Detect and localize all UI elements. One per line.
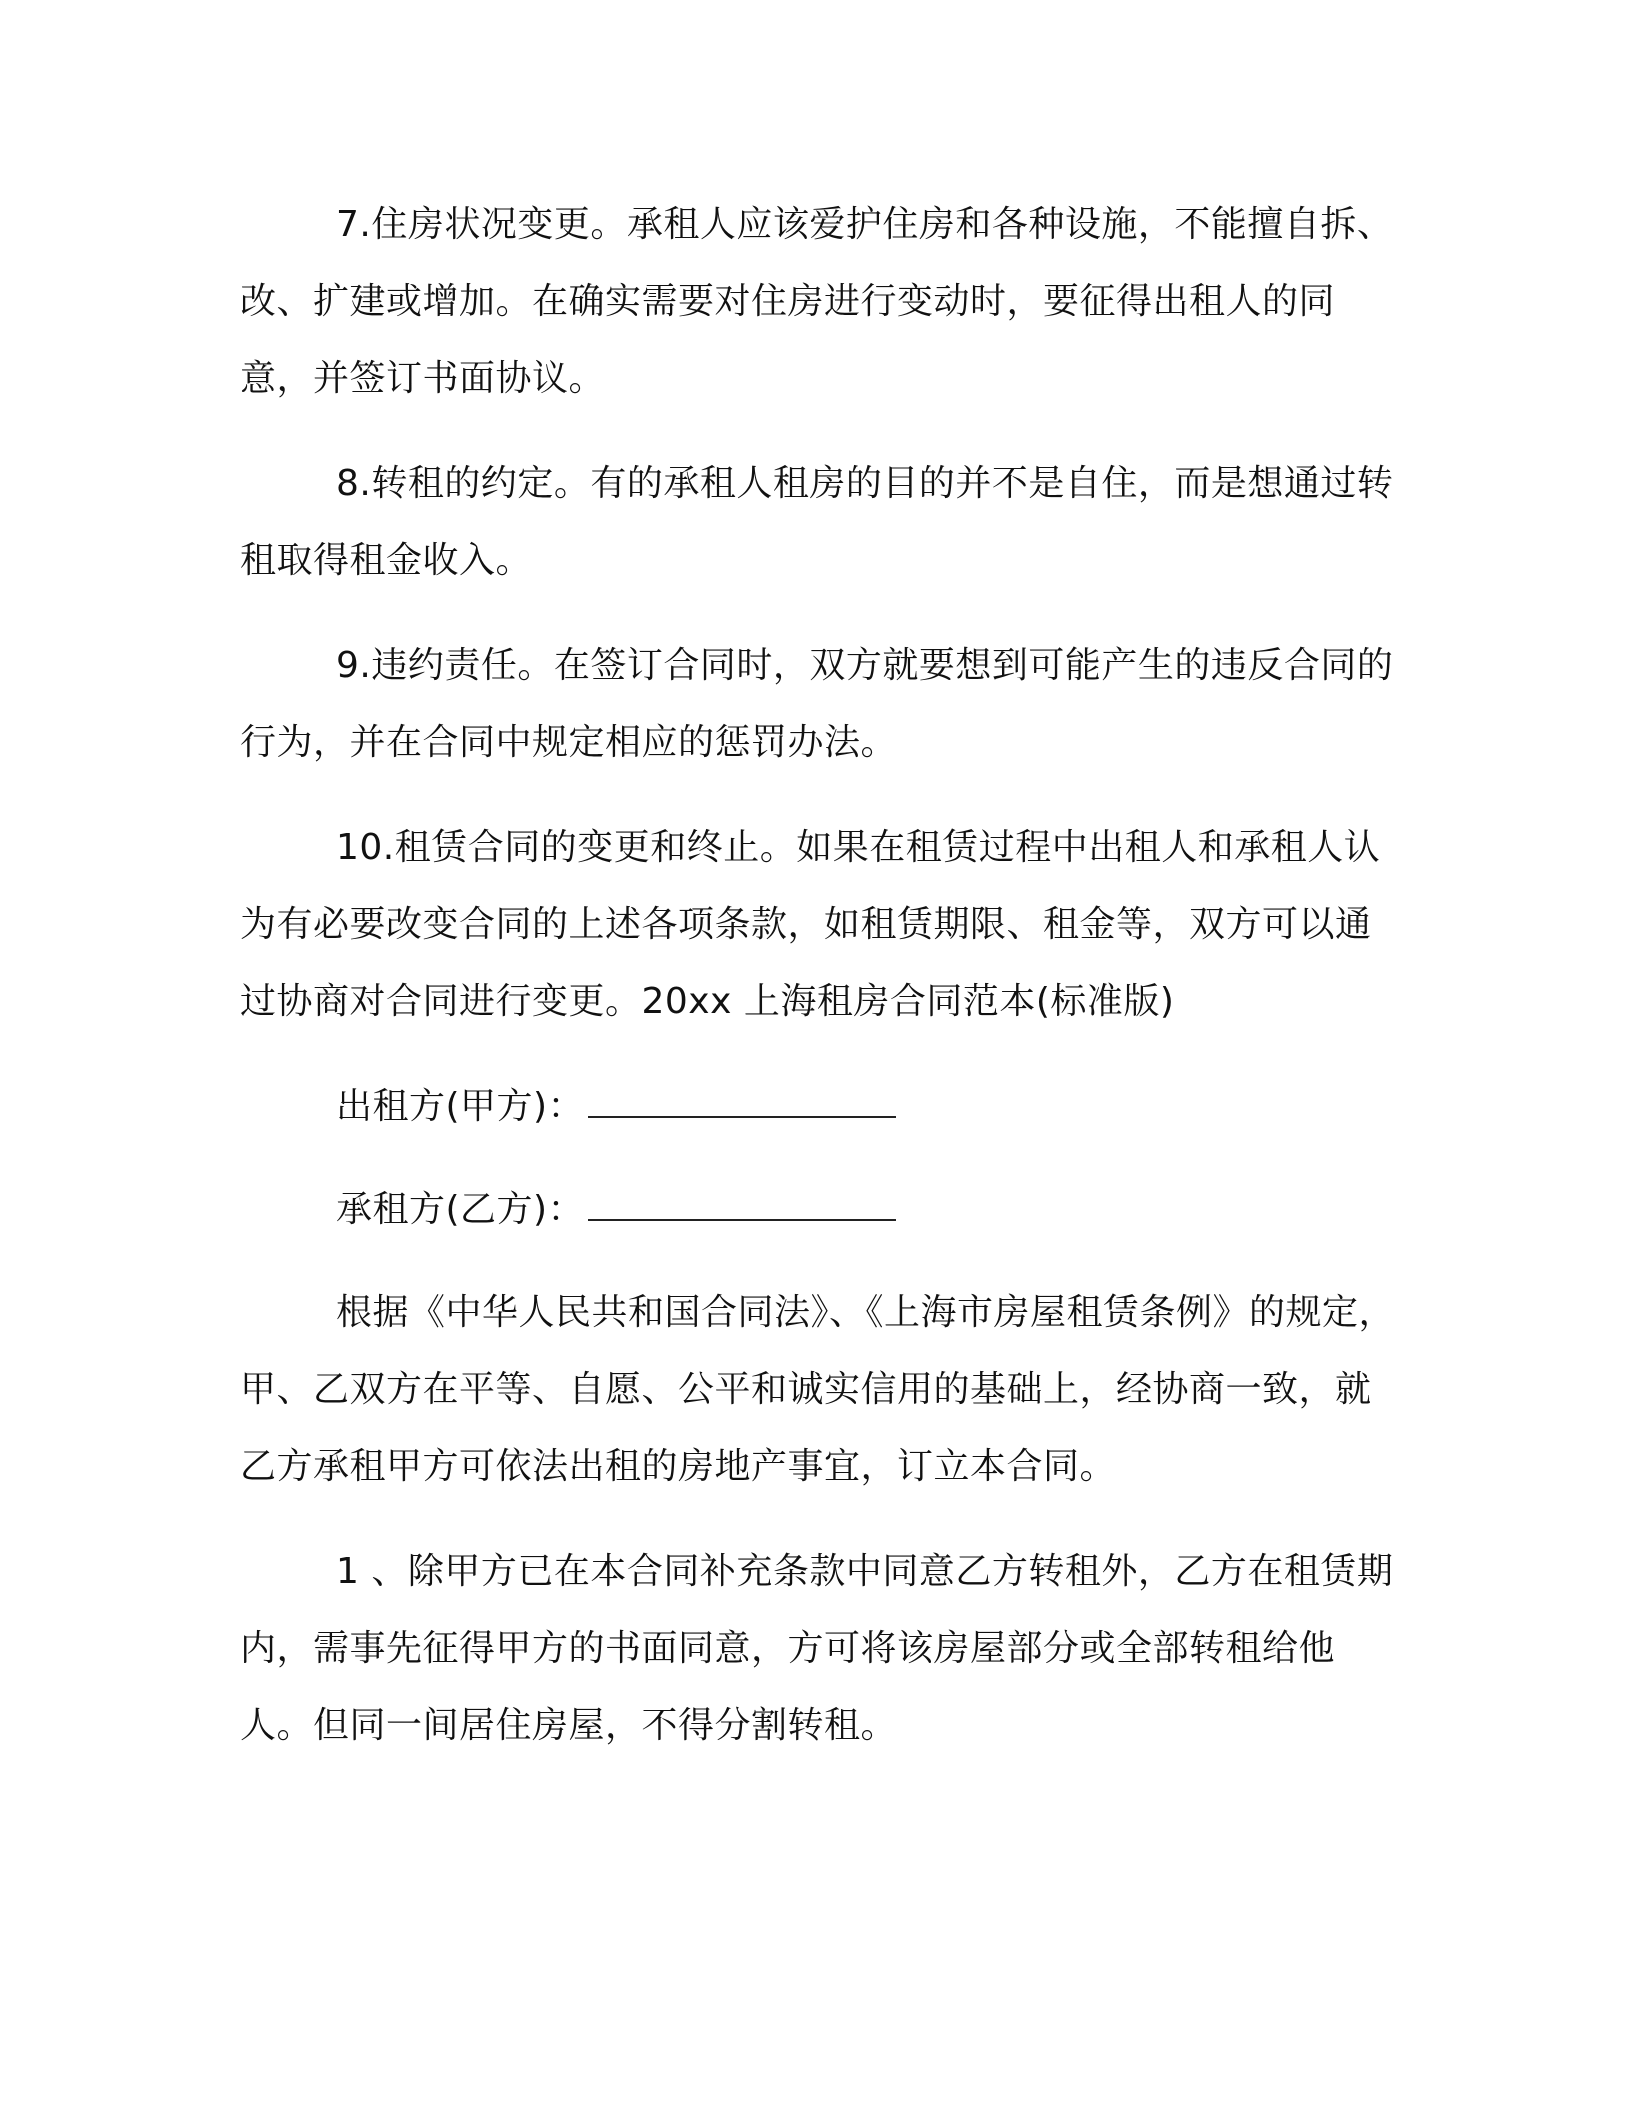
lessor-label: 出租方(甲方)： xyxy=(336,1086,585,1127)
lessee-line xyxy=(240,1171,1400,1248)
paragraph-liability: 9.违约责任。在签订合同时，双方就要想到可能产生的违反合同的行为，并在合同中规定相应的惩罚办法。 xyxy=(240,645,1394,763)
paragraph-contract-change: 10.租赁合同的变更和终止。如果在租赁过程中出租人和承租人认为有必要改变合同的上述各项条款，如租赁期限、租金等，双方可以通过协商对合同进行变更。20xx 上海租房合同范本(标准版) xyxy=(240,827,1381,1022)
paragraph-clause-1: 1 、除甲方已在本合同补充条款中同意乙方转租外，乙方在租赁期内，需事先征得甲方的书面同意，方可将该房屋部分或全部转租给他人。但同一间居住房屋，不得分割转租。 xyxy=(240,1551,1394,1746)
paragraph-preamble: 根据《中华人民共和国合同法》、《上海市房屋租赁条例》的规定，甲、乙双方在平等、自愿、公平和诚实信用的基础上，经协商一致，就乙方承租甲方可依法出租的房地产事宜，订立本合同。 xyxy=(240,1292,1396,1487)
paragraph-sublease: 8.转租的约定。有的承租人租房的目的并不是自住，而是想通过转租取得租金收入。 xyxy=(240,463,1394,581)
lessor-line xyxy=(240,1068,1400,1145)
lessee-label: 承租方(乙方)： xyxy=(336,1189,585,1230)
paragraph-housing-change: 7.住房状况变更。承租人应该爱护住房和各种设施，不能擅自拆、改、扩建或增加。在确实需要对住房进行变动时，要征得出租人的同意，并签订书面协议。 xyxy=(240,204,1394,399)
lessor-blank xyxy=(588,1090,896,1118)
lessee-blank xyxy=(588,1193,896,1221)
document-body xyxy=(240,186,1400,1764)
